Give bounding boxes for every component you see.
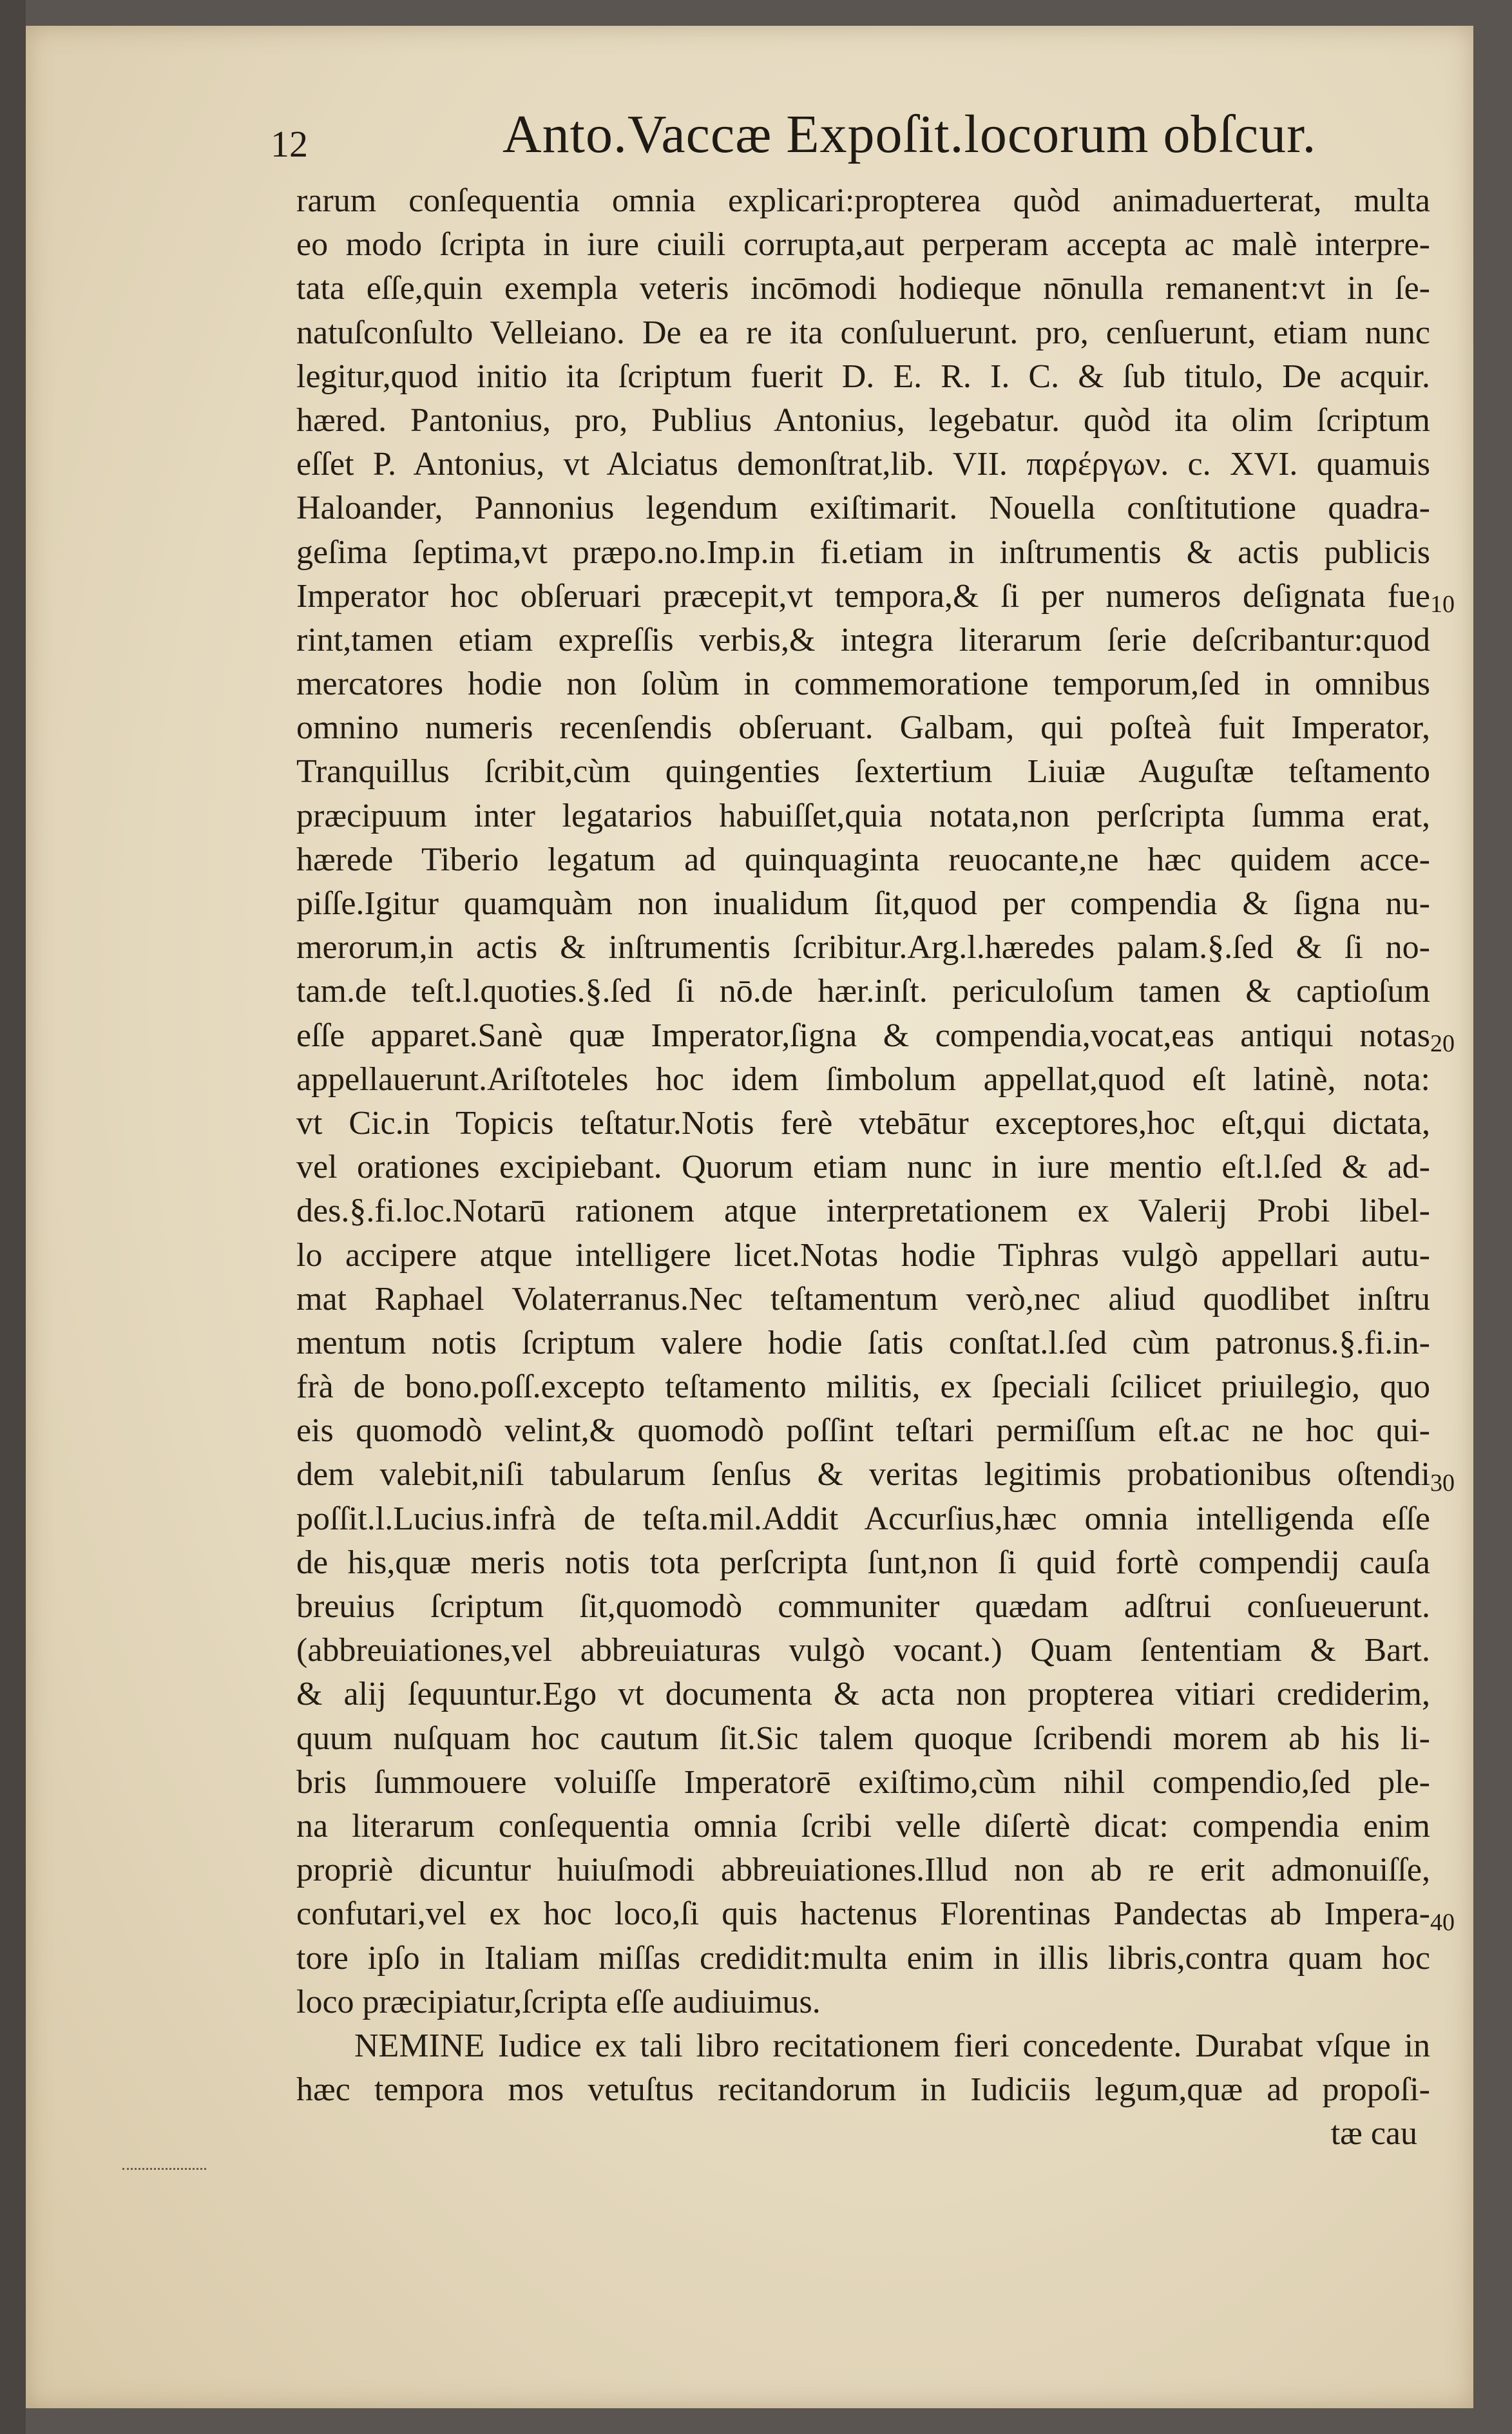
text-line: appellauerunt.Ariſtoteles hoc idem ſimbolum appellat,quod eſt latinè, nota: — [296, 1060, 1430, 1098]
text-line: merorum,in actis & inſtrumentis ſcribitur.Arg.l.hæredes palam.§.ſed & ſi no- — [296, 929, 1430, 966]
book-page — [26, 26, 1473, 2408]
text-line: quum nuſquam hoc cautum ſit.Sic talem quoque ſcribendi morem ab his li- — [296, 1720, 1430, 1757]
text-line: omnino numeris recenſendis obſeruant. Galbam, qui poſteà fuit Imperator, — [296, 709, 1430, 747]
text-line: piſſe.Igitur quamquàm non inualidum ſit,quod per compendia & ſigna nu- — [296, 885, 1430, 922]
text-line: frà de bono.poſſ.excepto teſtamento militis, ex ſpeciali ſcilicet priuilegio, quo — [296, 1368, 1430, 1406]
text-line: bris ſummouere voluiſſe Imperatorē exiſtimo,cùm nihil compendio,ſed ple- — [296, 1763, 1430, 1801]
text-line: eſſet P. Antonius, vt Alciatus demonſtrat,lib. VII. παρέργων. c. XVI. quamuis — [296, 446, 1430, 483]
text-line: hæred. Pantonius, pro, Publius Antonius, legebatur. quòd ita olim ſcriptum — [296, 401, 1430, 439]
text-line: vt Cic.in Topicis teſtatur.Notis ferè vtebātur exceptores,hoc eſt,qui dictata, — [296, 1104, 1430, 1142]
scan-background — [0, 0, 26, 2434]
text-line: NEMINE Iudice ex tali libro recitationem fieri concedente. Durabat vſque in — [354, 2027, 1430, 2064]
text-line: des.§.fi.loc.Notarū rationem atque interpretationem ex Valerij Probi libel- — [296, 1193, 1430, 1230]
text-line: breuius ſcriptum ſit,quomodò communiter quædam adſtrui conſueuerunt. — [296, 1588, 1430, 1625]
text-line: (abbreuiationes,vel abbreuiaturas vulgò vocant.) Quam ſententiam & Bart. — [296, 1632, 1430, 1669]
text-line: mercatores hodie non ſolùm in commemoratione temporum,ſed in omnibus — [296, 666, 1430, 703]
text-line: vel orationes excipiebant. Quorum etiam nunc in iure mentio eſt.l.ſed & ad- — [296, 1149, 1430, 1186]
text-line: eo modo ſcripta in iure ciuili corrupta,aut perperam accepta ac malè interpre- — [296, 226, 1430, 264]
text-line: poſſit.l.Lucius.infrà de teſta.mil.Addit Accurſius,hæc omnia intelligenda eſſe — [296, 1500, 1430, 1537]
page-number: 12 — [271, 123, 308, 165]
text-line: geſima ſeptima,vt præpo.no.Imp.in fi.etiam in inſtrumentis & actis publicis — [296, 533, 1430, 571]
text-line: tore ipſo in Italiam miſſas credidit:multa enim in illis libris,contra quam hoc — [296, 1939, 1430, 1977]
text-line: mat Raphael Volaterranus.Nec teſtamentum verò,nec aliud quodlibet inſtru — [296, 1280, 1430, 1318]
text-line: Imperator hoc obſeruari præcepit,vt tempora,& ſi per numeros deſignata fue — [296, 577, 1430, 615]
margin-line-number-30: 30 — [1430, 1470, 1455, 1497]
margin-line-number-20: 20 — [1430, 1030, 1455, 1057]
text-line: de his,quæ meris notis tota perſcripta ſunt,non ſi quid fortè compendij cauſa — [296, 1544, 1430, 1581]
text-line: & alij ſequuntur.Ego vt documenta & acta non propterea vitiari crediderim, — [296, 1676, 1430, 1713]
text-line: eſſe apparet.Sanè quæ Imperator,ſigna & compendia,vocat,eas antiqui notas — [296, 1017, 1430, 1054]
body-text — [296, 179, 1430, 2156]
text-line: tata eſſe,quin exempla veteris incōmodi hodieque nōnulla remanent:vt in ſe- — [296, 270, 1430, 307]
text-line: natuſconſulto Velleiano. De ea re ita conſuluerunt. pro, cenſuerunt, etiam nunc — [296, 314, 1430, 351]
text-line: na literarum conſequentia omnia ſcribi velle diſertè dicat: compendia enim — [296, 1807, 1430, 1845]
text-line: rarum conſequentia omnia explicari:propterea quòd animaduerterat, multa — [296, 182, 1430, 219]
text-line: hærede Tiberio legatum ad quinquaginta reuocante,ne hæc quidem acce- — [296, 841, 1430, 878]
text-line: Tranquillus ſcribit,cùm quingenties ſextertium Liuiæ Auguſtæ teſtamento — [296, 753, 1430, 791]
text-line: dem valebit,niſi tabularum ſenſus & veritas legitimis probationibus oſtendi — [296, 1456, 1430, 1493]
text-line: eis quomodò velint,& quomodò poſſint teſtari permiſſum eſt.ac ne hoc qui- — [296, 1412, 1430, 1450]
text-line: loco præcipiatur,ſcripta eſſe audiuimus. — [296, 1983, 821, 2020]
margin-line-number-10: 10 — [1430, 591, 1455, 618]
page-header — [26, 26, 1473, 193]
text-line: præcipuum inter legatarios habuiſſet,quia notata,non perſcripta ſumma erat, — [296, 797, 1430, 834]
text-line: lo accipere atque intelligere licet.Notas hodie Tiphras vulgò appellari autu- — [296, 1236, 1430, 1274]
text-line: tæ cau — [1330, 2115, 1417, 2152]
margin-line-number-40: 40 — [1430, 1909, 1455, 1936]
text-line: tam.de teſt.l.quoties.§.ſed ſi nō.de hær.inſt. periculoſum tamen & captioſum — [296, 973, 1430, 1010]
text-line: confutari,vel ex hoc loco,ſi quis hactenus Florentinas Pandectas ab Impera- — [296, 1895, 1430, 1933]
signature-mark — [122, 2168, 206, 2172]
text-line: mentum notis ſcriptum valere hodie ſatis conſtat.l.ſed cùm patronus.§.fi.in- — [296, 1324, 1430, 1361]
text-line: hæc tempora mos vetuſtus recitandorum in Iudiciis legum,quæ ad propoſi- — [296, 2071, 1430, 2109]
text-line: Haloander, Pannonius legendum exiſtimarit. Nouella conſtitutione quadra- — [296, 490, 1430, 527]
text-line: propriè dicuntur huiuſmodi abbreuiationes.Illud non ab re erit admonuiſſe, — [296, 1852, 1430, 1889]
text-line: legitur,quod initio ita ſcriptum fuerit D. E. R. I. C. & ſub titulo, De acquir. — [296, 358, 1430, 395]
running-head: Anto.Vaccæ Expoſit.locorum obſcur. — [502, 104, 1317, 164]
text-line: rint,tamen etiam expreſſis verbis,& integra literarum ſerie deſcribantur:quod — [296, 621, 1430, 658]
